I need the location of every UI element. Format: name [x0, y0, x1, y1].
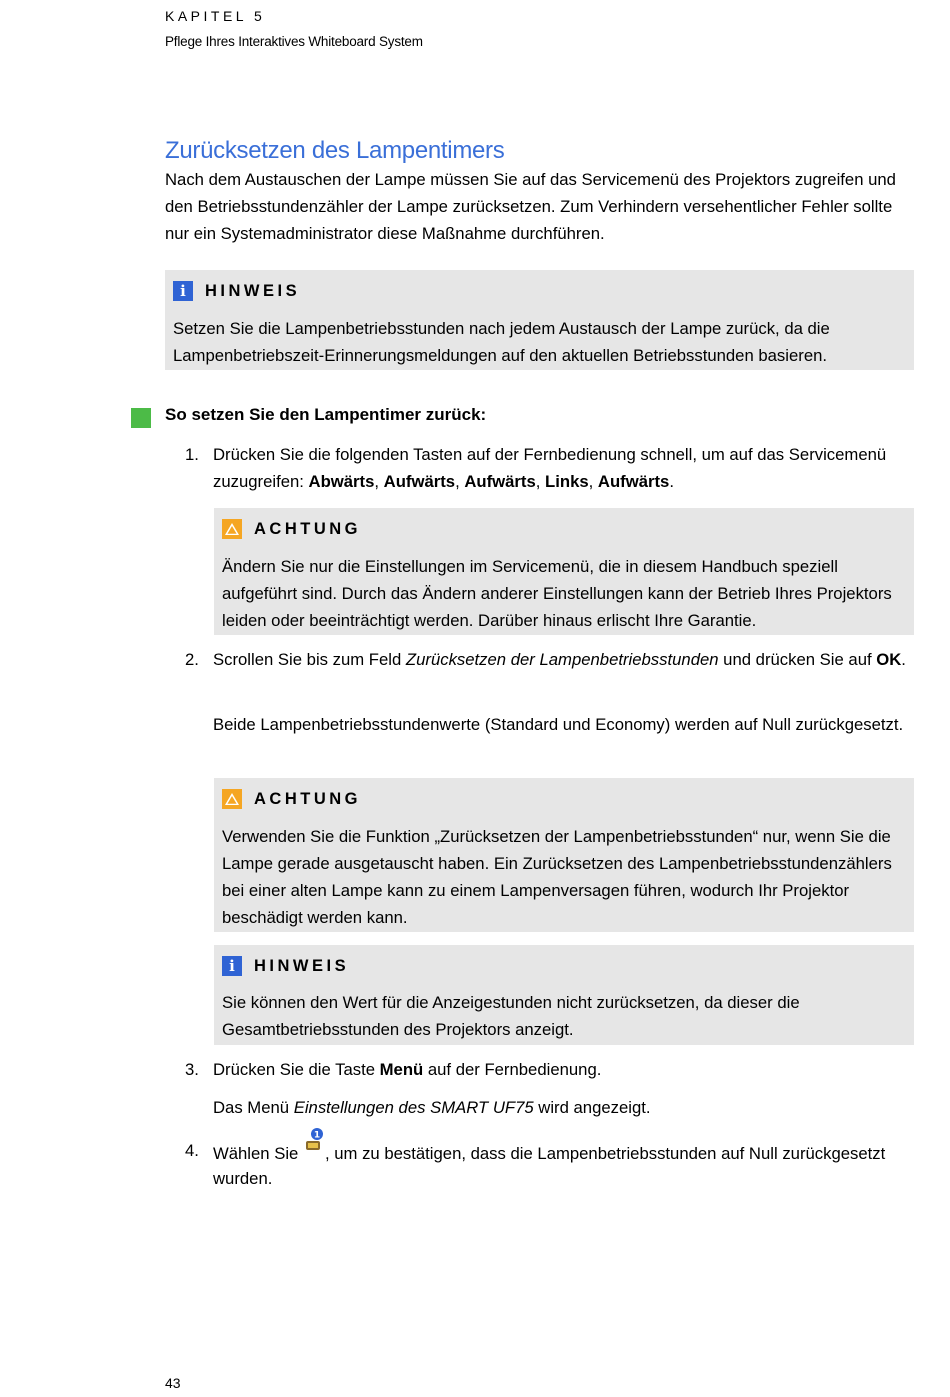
warning-icon [222, 519, 242, 539]
step-number: 3. [185, 1060, 199, 1079]
section-title: Zurücksetzen des Lampentimers [165, 137, 505, 164]
step-text: Wählen Sie 1 , um zu bestätigen, dass die Lampenbetriebsstunden auf Null zurückgesetzt wurden. [213, 1135, 923, 1191]
step-number: 2. [185, 650, 199, 669]
note-label: HINWEIS [254, 956, 350, 975]
note-box [165, 270, 914, 370]
step-number: 4. [185, 1141, 199, 1160]
field-name: Zurücksetzen der Lampenbetriebsstunden [405, 650, 719, 669]
note-box [214, 945, 914, 1045]
step-text: Scrollen Sie bis zum Feld Zurücksetzen der Lampenbetriebsstunden und drücken Sie auf OK. [213, 650, 906, 669]
caution-text: Ändern Sie nur die Einstellungen im Servicemenü, die in diesem Handbuch speziell aufgeführt sind. Durch das Ändern anderer Einstellungen kann der Betrieb Ihres Projektors leiden oder beeinträchtigt werden. Darüber hinaus erlischt Ihre Garantie. [222, 557, 892, 630]
caution-box [214, 508, 914, 635]
step-result: Beide Lampenbetriebsstundenwerte (Standard und Economy) werden auf Null zurückgesetzt. [213, 715, 904, 734]
key-name: Aufwärts [383, 472, 456, 491]
step-result: Das Menü Einstellungen des SMART UF75 wird angezeigt. [213, 1098, 651, 1117]
page-number: 43 [165, 1375, 181, 1391]
key-name: Abwärts [308, 472, 375, 491]
menu-name: Einstellungen des SMART UF75 [293, 1098, 534, 1117]
note-text: Setzen Sie die Lampenbetriebsstunden nach jedem Austausch der Lampe zurück, da die Lampenbetriebszeit-Erinnerungsmeldungen auf den aktuellen Betriebsstunden basieren. [173, 319, 830, 365]
button-name: OK [876, 650, 902, 669]
step-number: 1. [185, 445, 199, 464]
button-name: Menü [379, 1060, 424, 1079]
section-intro: Nach dem Austauschen der Lampe müssen Sie auf das Servicemenü des Projektors zugreifen und den Betriebsstundenzähler der Lampe zurücksetzen. Zum Verhindern versehentlicher Fehler sollte nur ein Systemadministrator diese Maßnahme durchführen. [165, 170, 896, 243]
caution-label: ACHTUNG [254, 519, 361, 538]
key-name: Links [545, 472, 589, 491]
note-label: HINWEIS [205, 281, 301, 300]
chapter-label: KAPITEL 5 [165, 8, 266, 24]
step-text: Drücken Sie die Taste Menü auf der Fernbedienung. [213, 1060, 602, 1079]
info-icon: i [222, 956, 242, 976]
caution-text: Verwenden Sie die Funktion „Zurücksetzen der Lampenbetriebsstunden“ nur, wenn Sie die Lampe gerade ausgetauscht haben. Ein Zurücksetzen des Lampenbetriebsstundenzählers bei einer alten Lampe kann zu einem Lampenversagen führen, wodurch Ihr Projektor beschädigt werden kann. [222, 827, 892, 927]
warning-icon [222, 789, 242, 809]
lamp-info-icon [303, 1127, 325, 1149]
procedure-title: So setzen Sie den Lampentimer zurück: [165, 405, 487, 424]
step-text: Drücken Sie die folgenden Tasten auf der Fernbedienung schnell, um auf das Servicemenü zuzugreifen: Abwärts, Aufwärts, Aufwärts, Links, Aufwärts. [213, 445, 887, 491]
info-icon: i [173, 281, 193, 301]
svg-text:1: 1 [313, 1130, 321, 1141]
caution-box [214, 778, 914, 932]
note-text: Sie können den Wert für die Anzeigestunden nicht zurücksetzen, da dieser die Gesamtbetriebsstunden des Projektors anzeigt. [222, 993, 800, 1039]
caution-label: ACHTUNG [254, 789, 361, 808]
key-name: Aufwärts [597, 472, 670, 491]
procedure-marker-icon [131, 408, 151, 428]
key-name: Aufwärts [464, 472, 536, 491]
chapter-subtitle: Pflege Ihres Interaktives Whiteboard System [165, 34, 423, 49]
